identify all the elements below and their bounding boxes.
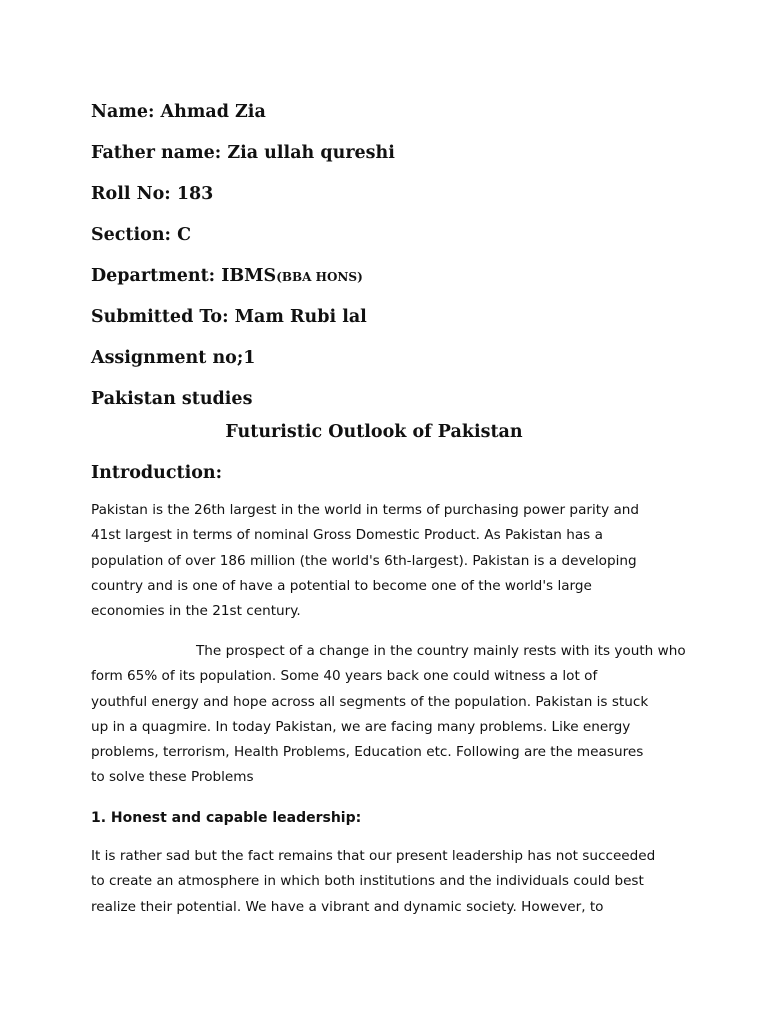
section-1-heading: 1. Honest and capable leadership: — [91, 810, 362, 826]
introduction-heading: Introduction: — [91, 463, 223, 483]
paragraph-line: problems, terrorism, Health Problems, Education etc. Following are the measures — [91, 744, 644, 761]
paragraph-line: economies in the 21st century. — [91, 603, 301, 620]
paragraph-line: population of over 186 million (the world's 6th-largest). Pakistan is a developing — [91, 552, 637, 569]
paragraph-line: 41st largest in terms of nominal Gross Domestic Product. As Pakistan has a — [91, 527, 603, 544]
department-program: (BBA HONS) — [276, 270, 363, 284]
section-label: Section: C — [91, 225, 192, 245]
document-title: Futuristic Outlook of Pakistan — [225, 422, 523, 442]
assignment-number: Assignment no;1 — [91, 348, 256, 368]
paragraph-line: country and is one of have a potential to become one of the world's large — [91, 577, 592, 594]
student-info-block — [91, 92, 691, 420]
student-name: Name: Ahmad Zia — [91, 102, 266, 122]
department — [91, 256, 691, 297]
father-name: Father name: Zia ullah qureshi — [91, 143, 395, 163]
introduction-paragraph-2 — [91, 639, 691, 791]
paragraph-line: up in a quagmire. In today Pakistan, we are facing many problems. Like energy — [91, 718, 631, 735]
paragraph-line: to solve these Problems — [91, 769, 254, 786]
roll-number: Roll No: 183 — [91, 184, 214, 204]
paragraph-line: to create an atmosphere in which both institutions and the individuals could best — [91, 873, 644, 890]
submitted-to: Submitted To: Mam Rubi lal — [91, 307, 367, 327]
paragraph-line: Pakistan is the 26th largest in the world in terms of purchasing power parity and — [91, 502, 640, 518]
introduction-paragraph-1 — [91, 498, 691, 624]
paragraph-line: realize their potential. We have a vibrant and dynamic society. However, to — [91, 898, 604, 915]
department-name: Department: IBMS — [91, 266, 277, 286]
paragraph-line: It is rather sad but the fact remains that our present leadership has not succeeded — [91, 848, 656, 864]
section-1-paragraph — [91, 844, 691, 920]
paragraph-line: form 65% of its population. Some 40 years back one could witness a lot of — [91, 668, 598, 685]
paragraph-line: The prospect of a change in the country mainly rests with its youth who — [196, 643, 686, 659]
subject: Pakistan studies — [91, 389, 253, 409]
paragraph-line: youthful energy and hope across all segments of the population. Pakistan is stuck — [91, 693, 649, 710]
